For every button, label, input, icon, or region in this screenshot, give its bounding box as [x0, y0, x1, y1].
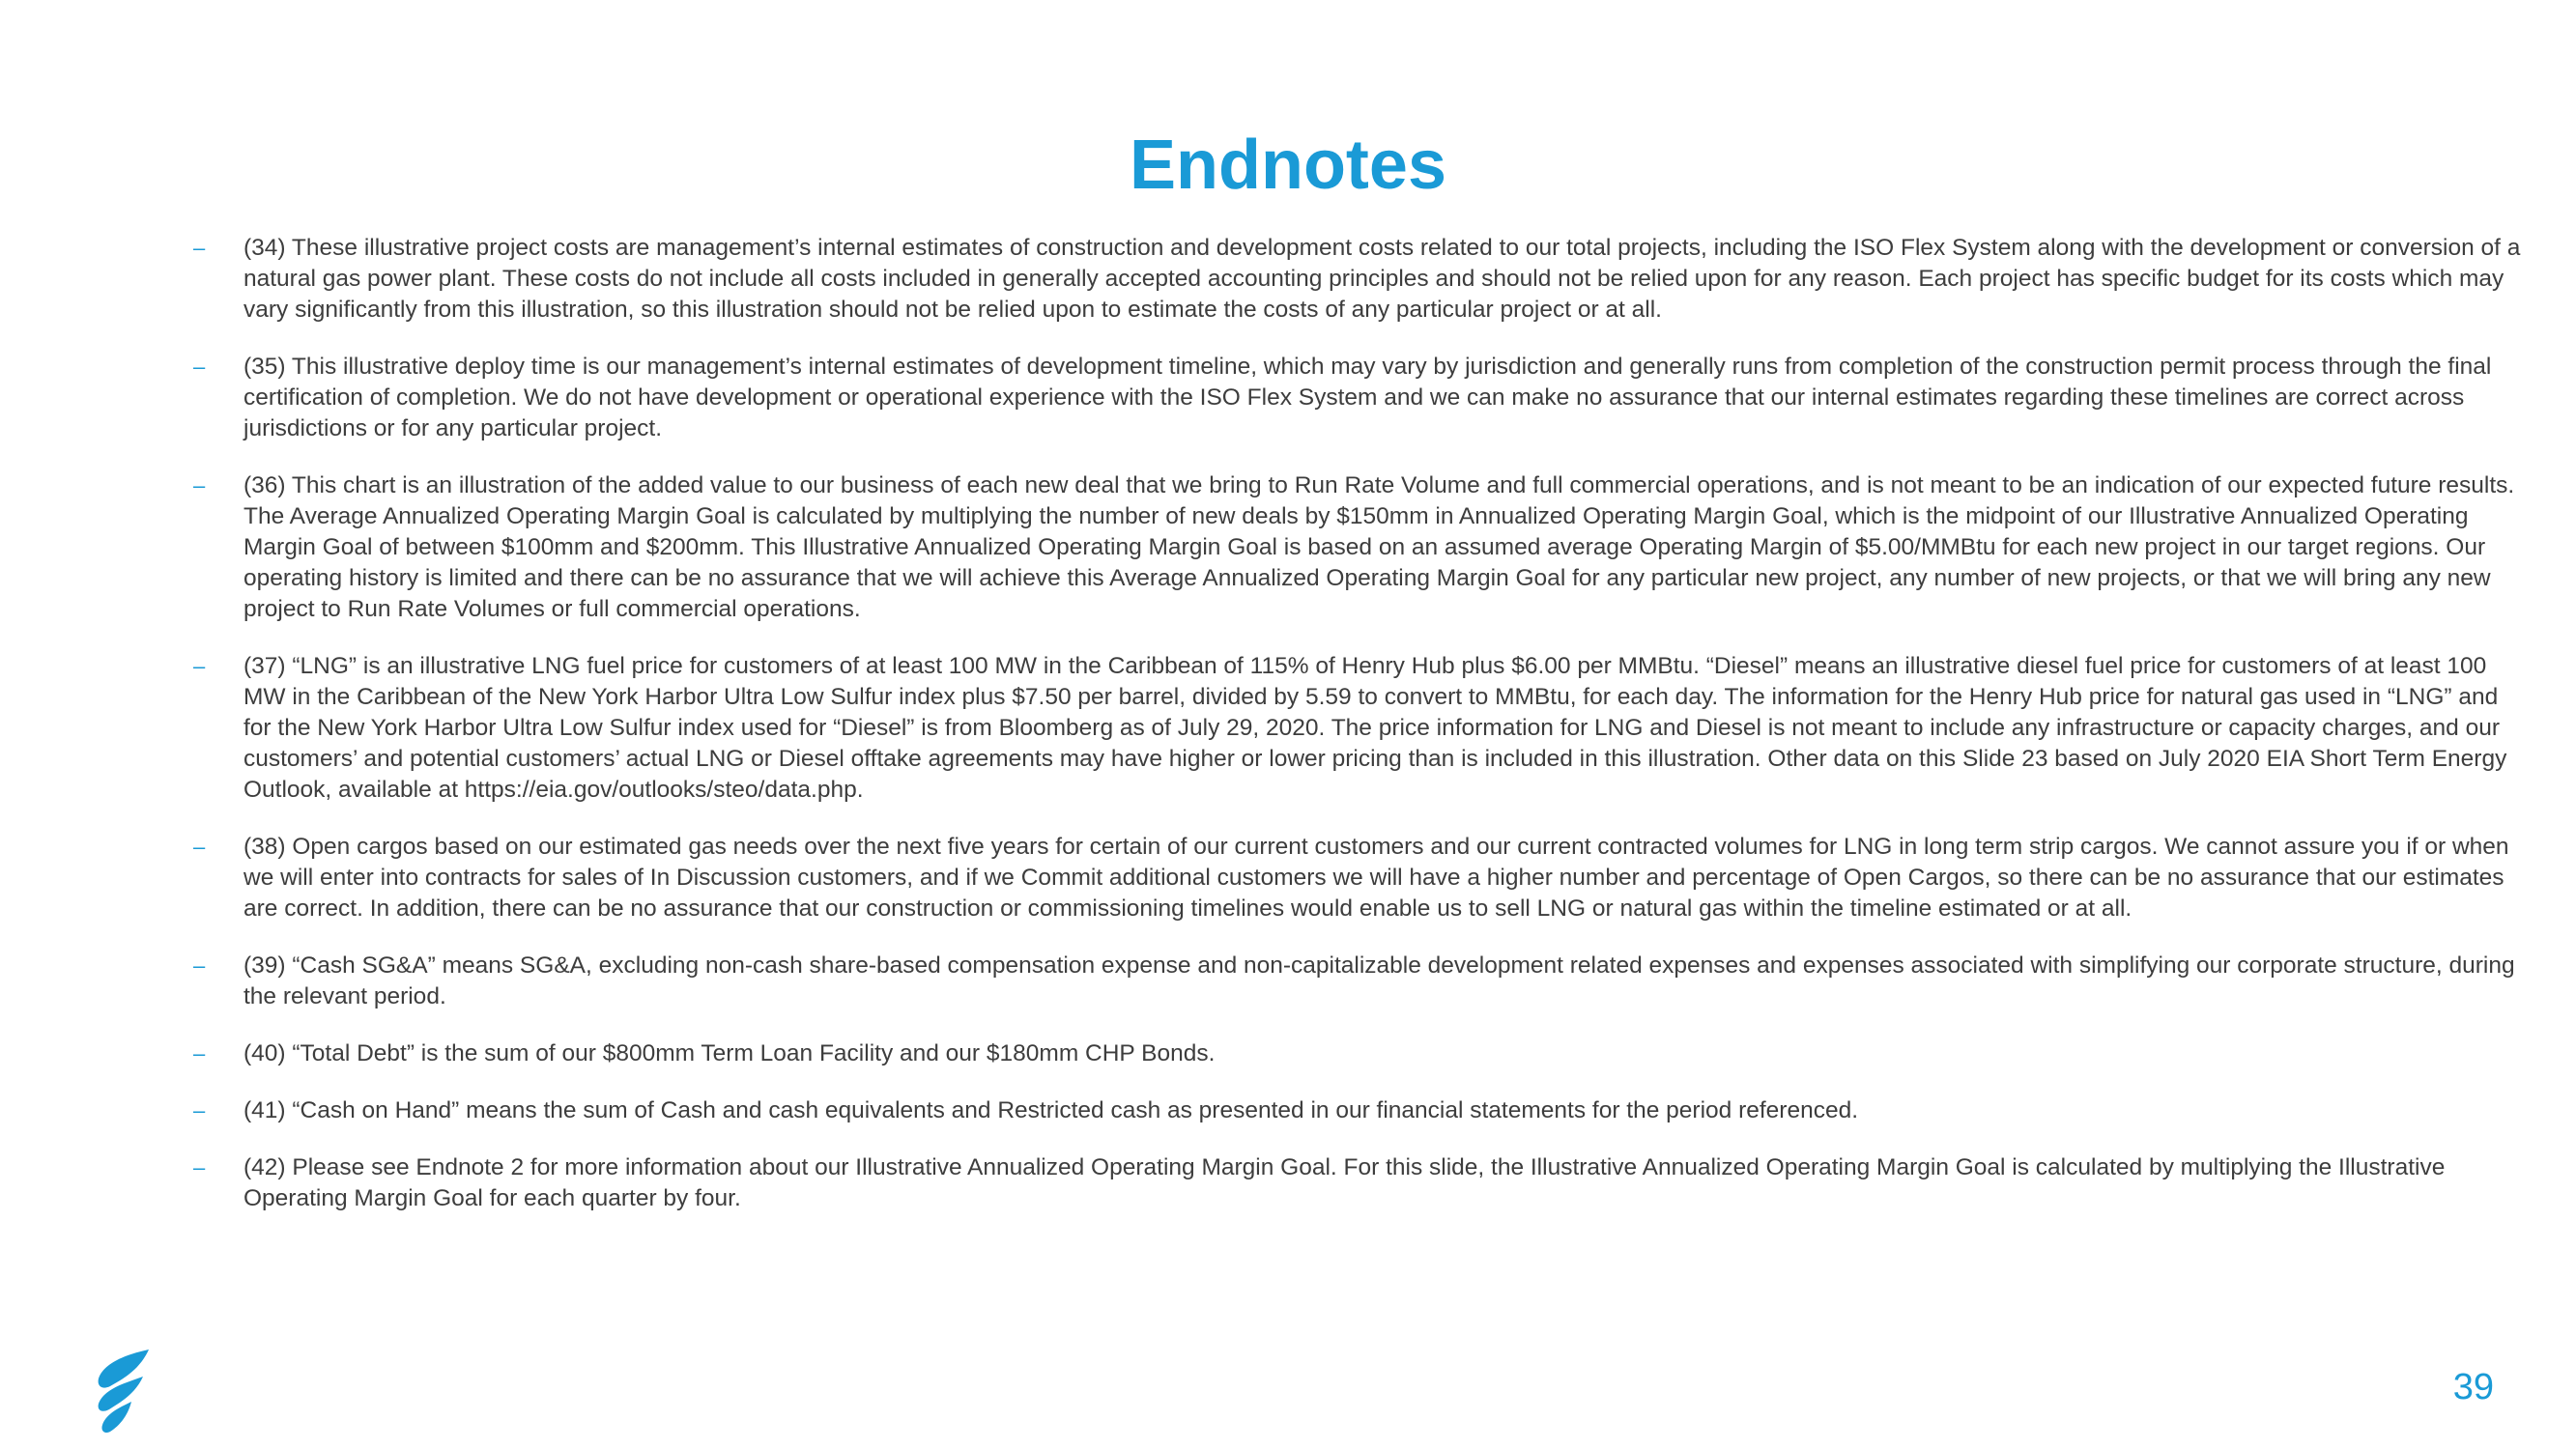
page-title: Endnotes — [1129, 127, 1446, 204]
endnotes-list — [193, 233, 2522, 1240]
endnote-35 — [193, 352, 2522, 444]
endnote-text: (36) This chart is an illustration of the added value to our business of each new deal that we bring to Run Rate Volume and full commercial operations, and is not meant to be an indication of our expected future results. The Average Annualized Operating Margin Goal is calculated by multiplying the number of new deals by $150mm in Annualized Operating Margin Goal, which is the midpoint of our Illustrative Annualized Operating Margin Goal of between $100mm and $200mm. This Illustrative Annualized Operating Margin Goal is based on an assumed average Operating Margin of $5.00/MMBtu for each new project in our target regions. Our operating history is limited and there can be no assurance that we will achieve this Average Annualized Operating Margin Goal for any particular new project, any number of new projects, or that we will bring any new project to Run Rate Volumes or full commercial operations. — [243, 472, 2515, 622]
endnote-text: (40) “Total Debt” is the sum of our $800mm Term Loan Facility and our $180mm CHP Bonds. — [243, 1040, 1216, 1066]
endnote-text: (35) This illustrative deploy time is our management’s internal estimates of development timeline, which may vary by jurisdiction and generally runs from completion of the construction permit process through the final certification of completion. We do not have development or operational experience with the ISO Flex System and we can make no assurance that our internal estimates regarding these timelines are correct across jurisdictions or for any particular project. — [243, 354, 2492, 441]
dash-bullet: – — [193, 1098, 206, 1122]
endnote-text: (37) “LNG” is an illustrative LNG fuel price for customers of at least 100 MW in the Caribbean of 115% of Henry Hub plus $6.00 per MMBtu. “Diesel” means an illustrative diesel fuel price for customers of at least 100 MW in the Caribbean of the New York Harbor Ultra Low Sulfur index plus $7.50 per barrel, divided by 5.59 to convert to MMBtu, for each day. The information for the Henry Hub price for natural gas used in “LNG” and for the New York Harbor Ultra Low Sulfur index used for “Diesel” is from Bloomberg as of July 29, 2020. The price information for LNG and Diesel is not meant to include any infrastructure or capacity charges, and our customers’ and potential customers’ actual LNG or Diesel offtake agreements may have higher or lower pricing than is included in this illustration. Other data on this Slide 23 based on July 2020 EIA Short Term Energy Outlook, available at https://eia.gov/outlooks/steo/data.php. — [243, 653, 2507, 803]
dash-bullet: – — [193, 1041, 206, 1065]
endnote-text: (39) “Cash SG&A” means SG&A, excluding non-cash share-based compensation expense and non-capitalizable development related expenses and expenses associated with simplifying our corporate structure, during the relevant period. — [243, 952, 2515, 1009]
dash-bullet: – — [193, 835, 206, 859]
dash-bullet: – — [193, 953, 206, 978]
endnote-text: (41) “Cash on Hand” means the sum of Cash and cash equivalents and Restricted cash as presented in our financial statements for the period referenced. — [243, 1097, 1859, 1123]
endnote-41 — [193, 1095, 2522, 1126]
dash-bullet: – — [193, 236, 206, 260]
endnote-36 — [193, 470, 2522, 625]
endnote-42 — [193, 1152, 2522, 1214]
dash-bullet: – — [193, 1155, 206, 1179]
endnote-text: (42) Please see Endnote 2 for more information about our Illustrative Annualized Operating Margin Goal. For this slide, the Illustrative Annualized Operating Margin Goal is calculated by multiplying the Illustrative Operating Margin Goal for each quarter by four. — [243, 1154, 2446, 1211]
endnote-40 — [193, 1038, 2522, 1069]
endnote-text: (38) Open cargos based on our estimated gas needs over the next five years for certain of our current customers and our current contracted volumes for LNG in long term strip cargos. We cannot assure you if or when we will enter into contracts for sales of In Discussion customers, and if we Commit additional customers we will have a higher number and percentage of Open Cargos, so there can be no assurance that our estimates are correct. In addition, there can be no assurance that our construction or commissioning timelines would enable us to sell LNG or natural gas within the timeline estimated or at all. — [243, 834, 2509, 922]
page-number: 39 — [2452, 1367, 2494, 1407]
endnote-37 — [193, 651, 2522, 806]
dash-bullet: – — [193, 355, 206, 379]
endnote-38 — [193, 832, 2522, 924]
dash-bullet: – — [193, 473, 206, 497]
dash-bullet: – — [193, 654, 206, 678]
flame-logo-icon — [93, 1348, 158, 1436]
endnote-34 — [193, 233, 2522, 326]
endnote-text: (34) These illustrative project costs are management’s internal estimates of construction and development costs related to our total projects, including the ISO Flex System along with the development or conversion of a natural gas power plant. These costs do not include all costs included in generally accepted accounting principles and should not be relied upon for any reason. Each project has specific budget for its costs which may vary significantly from this illustration, so this illustration should not be relied upon to estimate the costs of any particular project or at all. — [243, 235, 2521, 323]
endnote-39 — [193, 951, 2522, 1012]
